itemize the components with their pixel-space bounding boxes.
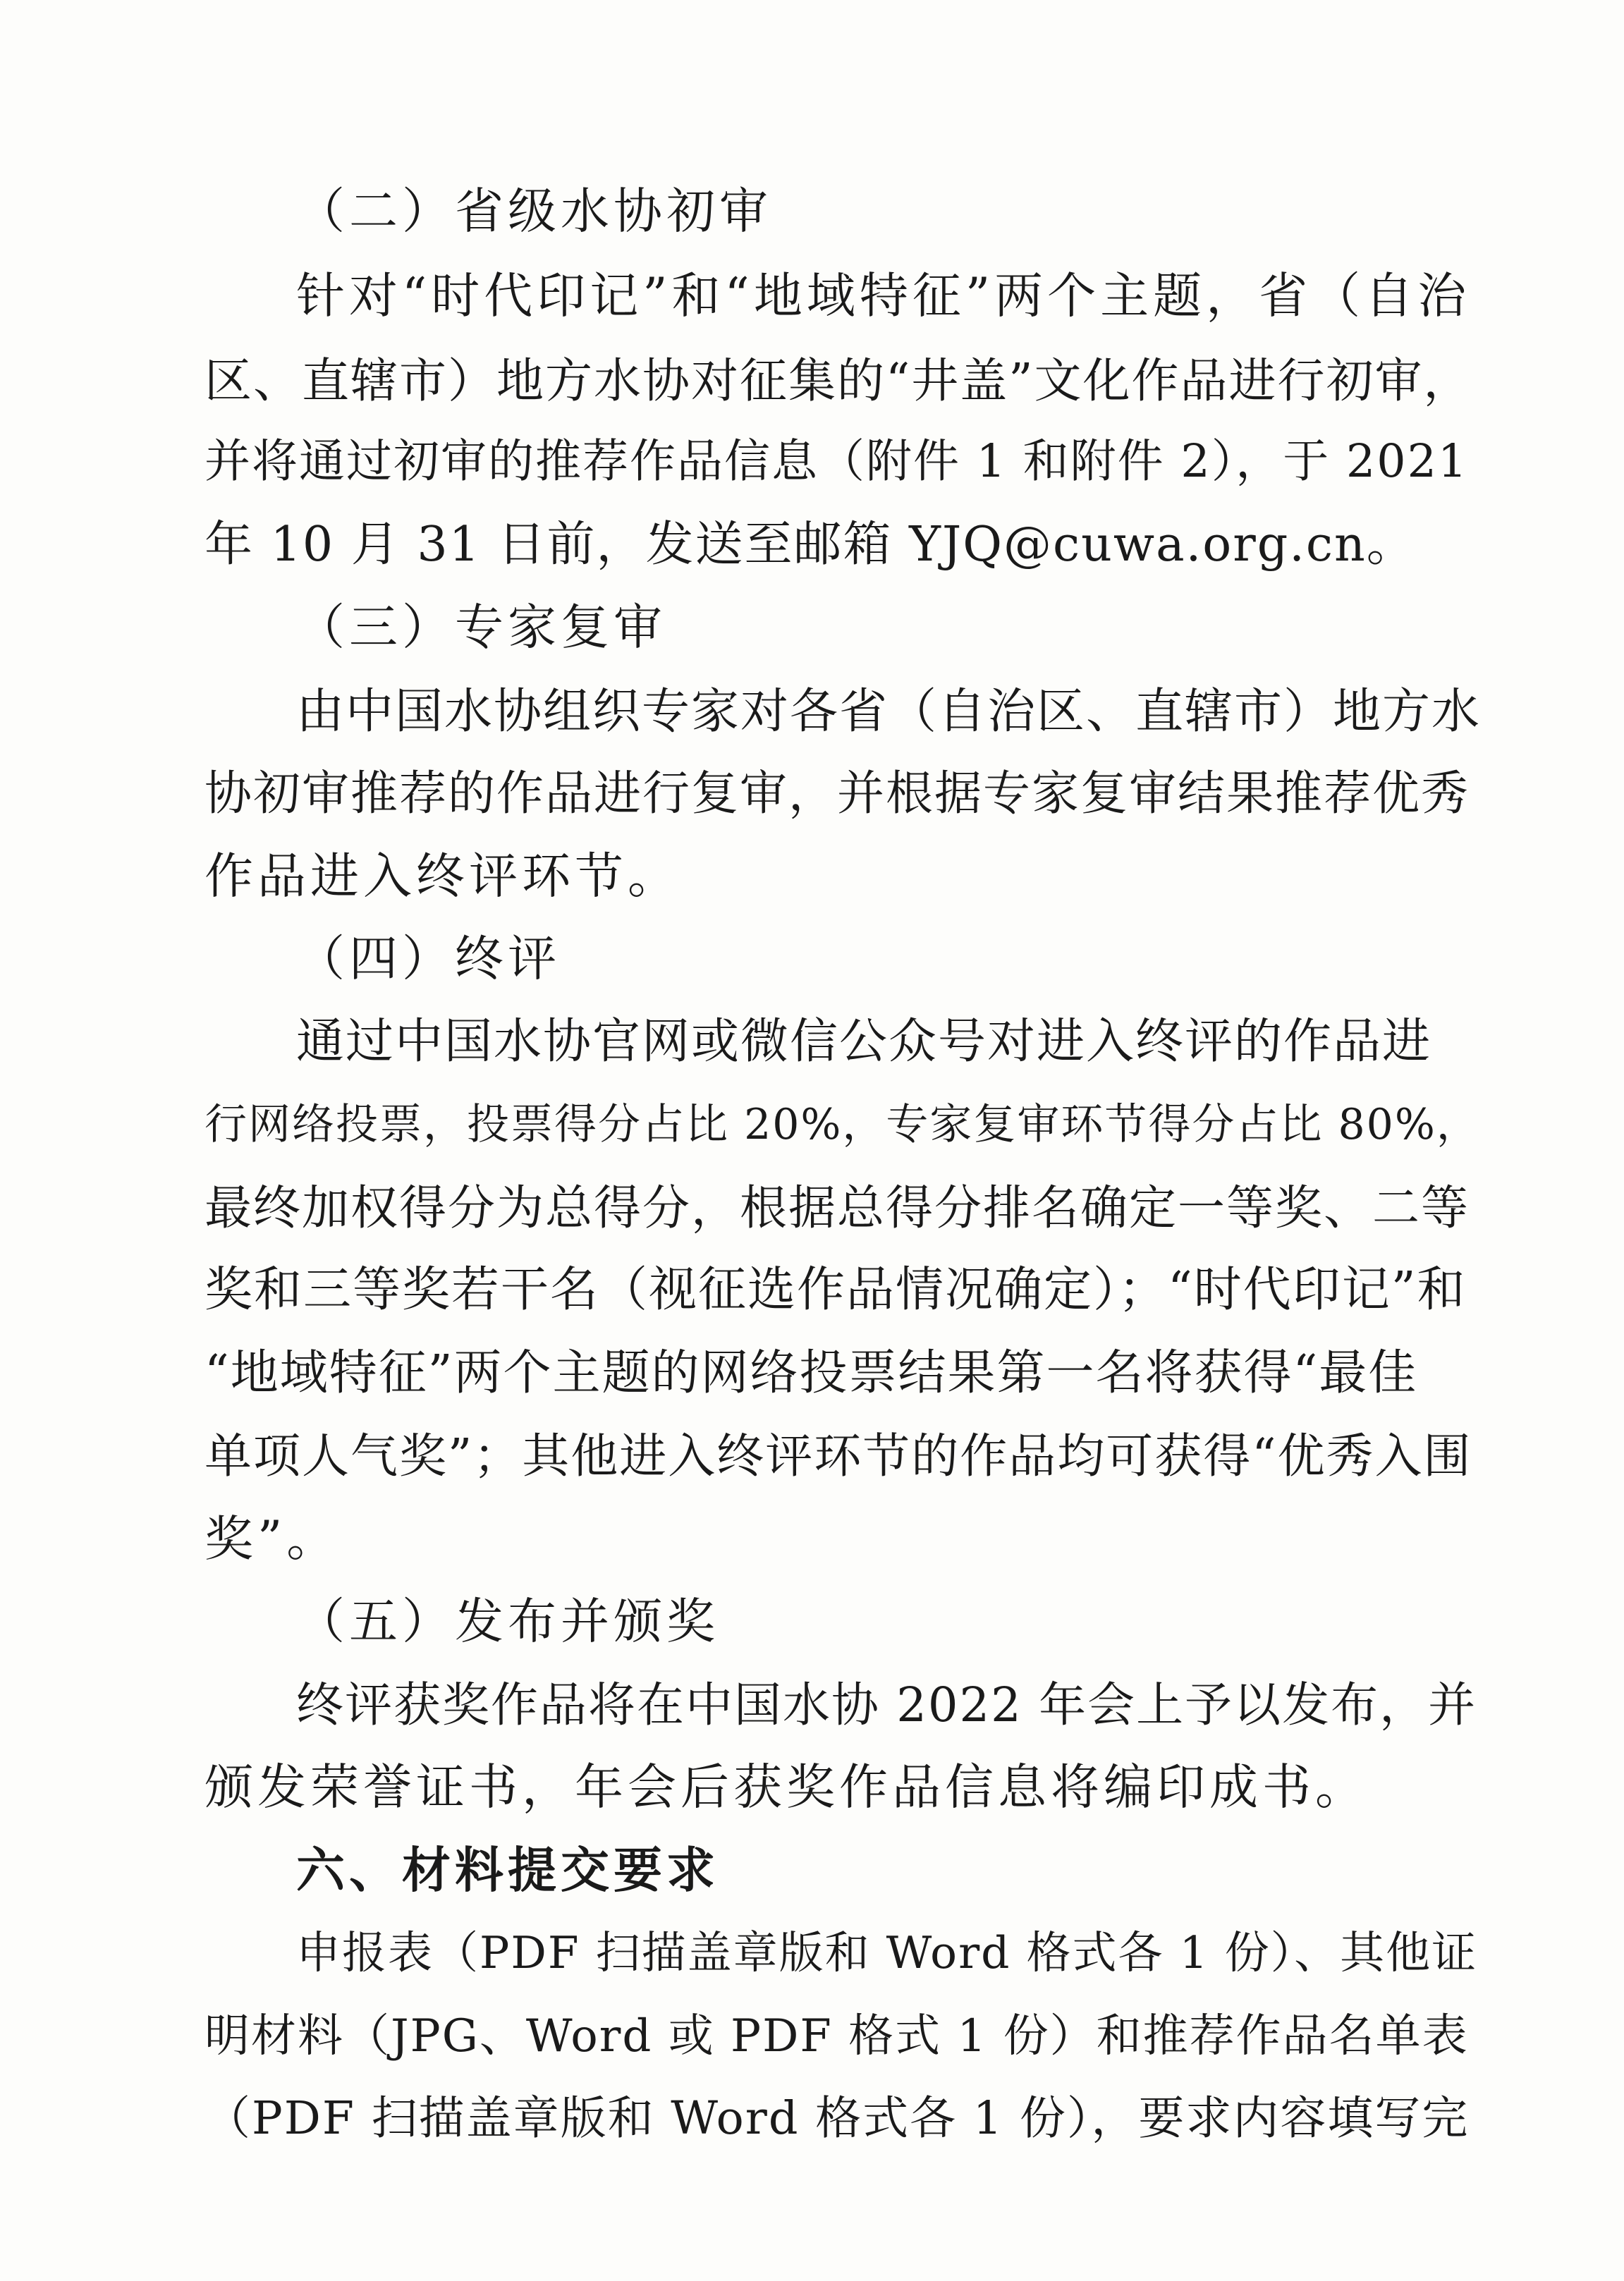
paragraph-line: 最终加权得分为总得分，根据总得分排名确定一等奖、二等 xyxy=(204,1180,1470,1235)
section-heading-submission-requirements: 六、材料提交要求 xyxy=(296,1842,719,1899)
paragraph-line: 奖”。 xyxy=(204,1511,340,1567)
section-heading-expert-review: （三）专家复审 xyxy=(296,599,666,656)
paragraph-line: 区、直辖市）地方水协对征集的“井盖”文化作品进行初审， xyxy=(204,353,1472,408)
paragraph-line: （PDF 扫描盖章版和 Word 格式各 1 份），要求内容填写完 xyxy=(204,2092,1470,2145)
section-heading-final-review: （四）终评 xyxy=(296,931,561,987)
paragraph-line: 并将通过初审的推荐作品信息（附件 1 和附件 2），于 2021 xyxy=(204,435,1469,488)
paragraph-line: 作品进入终评环节。 xyxy=(204,848,680,905)
paragraph-line: 明材料（JPG、Word 或 PDF 格式 1 份）和推荐作品名单表 xyxy=(204,2010,1469,2062)
paragraph-line: 奖和三等奖若干名（视征选作品情况确定）；“时代印记”和 xyxy=(204,1262,1467,1318)
paragraph-line: “地域特征”两个主题的网络投票结果第一名将获得“最佳 xyxy=(204,1345,1418,1401)
paragraph-line: 协初审推荐的作品进行复审，并根据专家复审结果推荐优秀 xyxy=(204,766,1470,821)
paragraph-line: 年 10 月 31 日前，发送至邮箱 YJQ@cuwa.org.cn。 xyxy=(204,517,1416,573)
section-heading-publish-award: （五）发布并颁奖 xyxy=(296,1594,719,1650)
paragraph-line: 单项人气奖”；其他进入终评环节的作品均可获得“优秀入围 xyxy=(204,1429,1472,1484)
section-heading-provincial-review: （二）省级水协初审 xyxy=(296,183,772,240)
paragraph-line: 申报表（PDF 扫描盖章版和 Word 格式各 1 份）、其他证 xyxy=(296,1927,1478,1979)
paragraph-line: 针对“时代印记”和“地域特征”两个主题，省（自治 xyxy=(296,268,1471,324)
paragraph-line: 颁发荣誉证书，年会后获奖作品信息将编印成书。 xyxy=(204,1759,1368,1816)
paragraph-line: 行网络投票，投票得分占比 20%，专家复审环节得分占比 80%， xyxy=(204,1100,1480,1149)
paragraph-line: 通过中国水协官网或微信公众号对进入终评的作品进 xyxy=(296,1014,1432,1070)
paragraph-line: 由中国水协组织专家对各省（自治区、直辖市）地方水 xyxy=(296,684,1482,740)
paragraph-line: 终评获奖作品将在中国水协 2022 年会上予以发布，并 xyxy=(296,1677,1477,1732)
